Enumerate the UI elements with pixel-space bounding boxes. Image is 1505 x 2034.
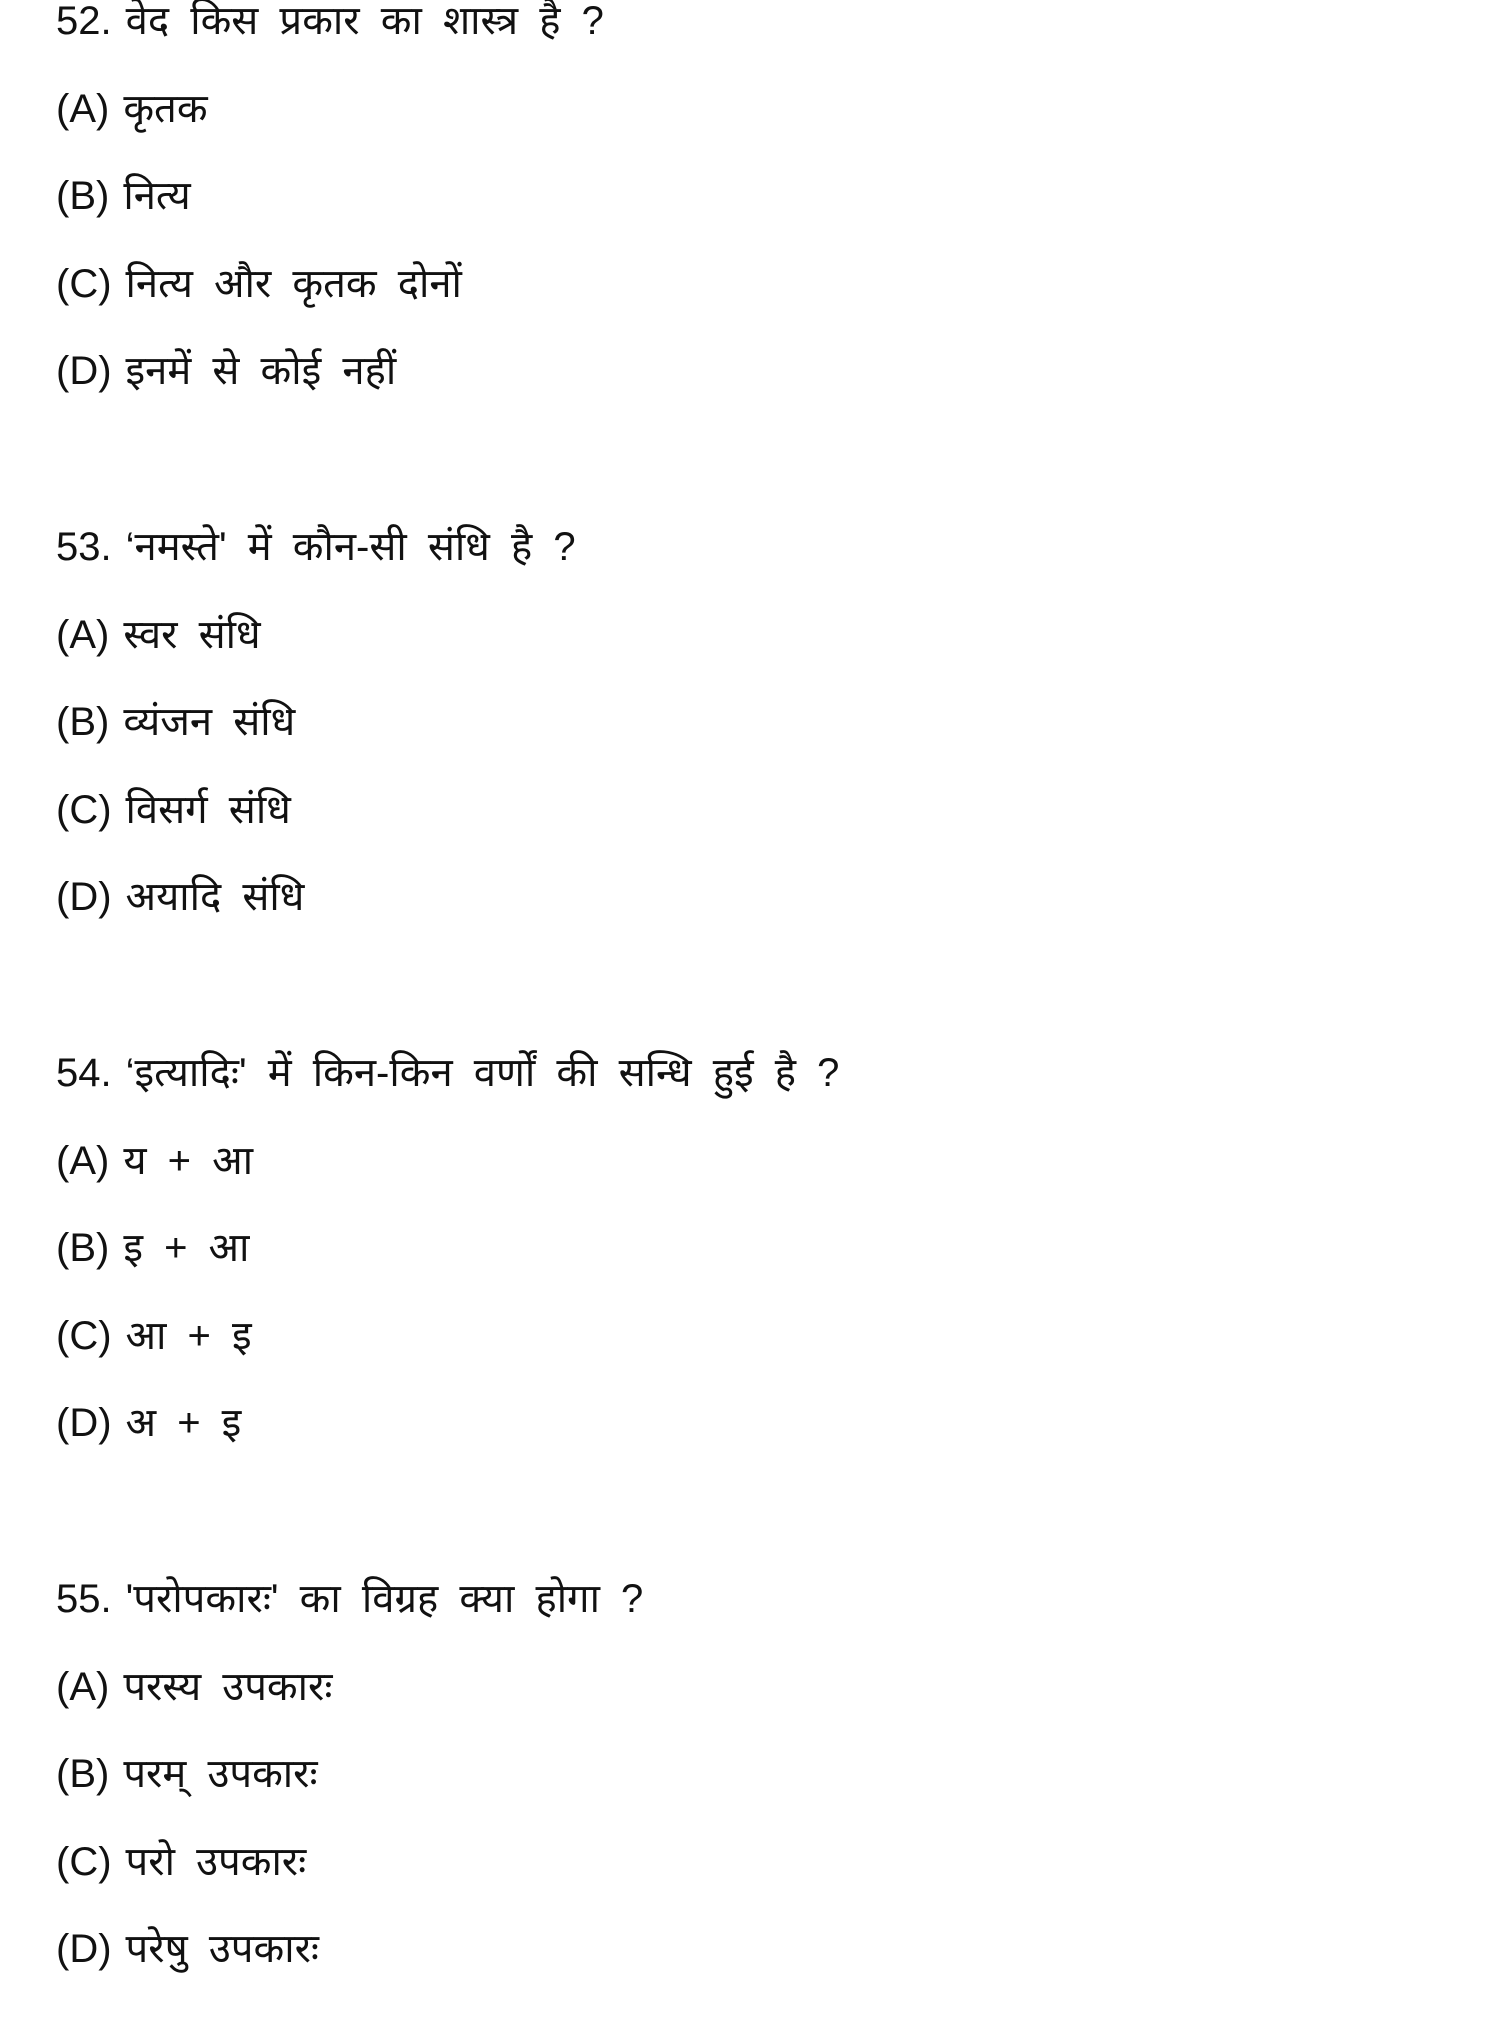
option-text: इनमें से कोई नहीं — [125, 349, 397, 394]
option-item — [56, 592, 1456, 680]
question-stem — [56, 1030, 1456, 1118]
question-block — [56, 1556, 1456, 1994]
option-item — [56, 241, 1456, 329]
question-stem — [56, 0, 1456, 66]
option-label: (D) — [56, 1401, 112, 1446]
option-label: (B) — [56, 1752, 110, 1797]
option-item — [56, 679, 1456, 767]
option-label: (A) — [56, 1138, 110, 1183]
option-text: व्यंजन संधि — [123, 700, 296, 745]
option-text: विसर्ग संधि — [125, 787, 291, 832]
option-item — [56, 1118, 1456, 1206]
option-text: अयादि संधि — [125, 875, 305, 920]
option-label: (D) — [56, 875, 112, 920]
option-item — [56, 153, 1456, 241]
question-block — [56, 0, 1456, 416]
option-item — [56, 1731, 1456, 1819]
option-text: य + आ — [123, 1138, 253, 1183]
option-label: (B) — [56, 1226, 110, 1271]
option-label: (C) — [56, 261, 112, 306]
option-text: परम् उपकारः — [123, 1752, 318, 1797]
question-stem — [56, 1556, 1456, 1644]
option-item — [56, 854, 1456, 942]
option-label: (B) — [56, 700, 110, 745]
option-label: (B) — [56, 174, 110, 219]
option-text: इ + आ — [123, 1226, 250, 1271]
option-label: (A) — [56, 1664, 110, 1709]
question-text: ‘इत्यादिः' में किन-किन वर्णों की सन्धि हुई है ? — [125, 1051, 840, 1095]
question-text: ‘नमस्ते' में कौन-सी संधि है ? — [125, 525, 576, 569]
option-text: परेषु उपकारः — [125, 1927, 320, 1972]
option-text: आ + इ — [125, 1313, 252, 1358]
option-item — [56, 767, 1456, 855]
option-label: (C) — [56, 787, 112, 832]
option-item — [56, 1293, 1456, 1381]
option-item — [56, 328, 1456, 416]
option-label: (C) — [56, 1839, 112, 1884]
option-label: (D) — [56, 1927, 112, 1972]
option-text: नित्य और कृतक दोनों — [125, 261, 462, 306]
question-block — [56, 504, 1456, 942]
option-text: परस्य उपकारः — [123, 1664, 333, 1709]
option-label: (A) — [56, 612, 110, 657]
option-text: परो उपकारः — [125, 1839, 307, 1884]
option-item — [56, 1380, 1456, 1468]
option-label: (D) — [56, 349, 112, 394]
question-number: 52. — [56, 0, 112, 43]
question-number: 55. — [56, 1577, 112, 1621]
option-item — [56, 1644, 1456, 1732]
question-text: वेद किस प्रकार का शास्त्र है ? — [125, 0, 604, 43]
question-stem — [56, 504, 1456, 592]
option-label: (C) — [56, 1313, 112, 1358]
question-block — [56, 1030, 1456, 1468]
option-item — [56, 1205, 1456, 1293]
option-text: नित्य — [123, 174, 191, 219]
question-number: 53. — [56, 525, 112, 569]
option-text: अ + इ — [125, 1401, 242, 1446]
question-number: 54. — [56, 1051, 112, 1095]
option-text: स्वर संधि — [123, 612, 261, 657]
option-label: (A) — [56, 86, 110, 131]
option-item — [56, 1819, 1456, 1907]
option-text: कृतक — [123, 86, 208, 131]
question-text: 'परोपकारः' का विग्रह क्या होगा ? — [125, 1577, 644, 1621]
option-item — [56, 66, 1456, 154]
option-item — [56, 1906, 1456, 1994]
